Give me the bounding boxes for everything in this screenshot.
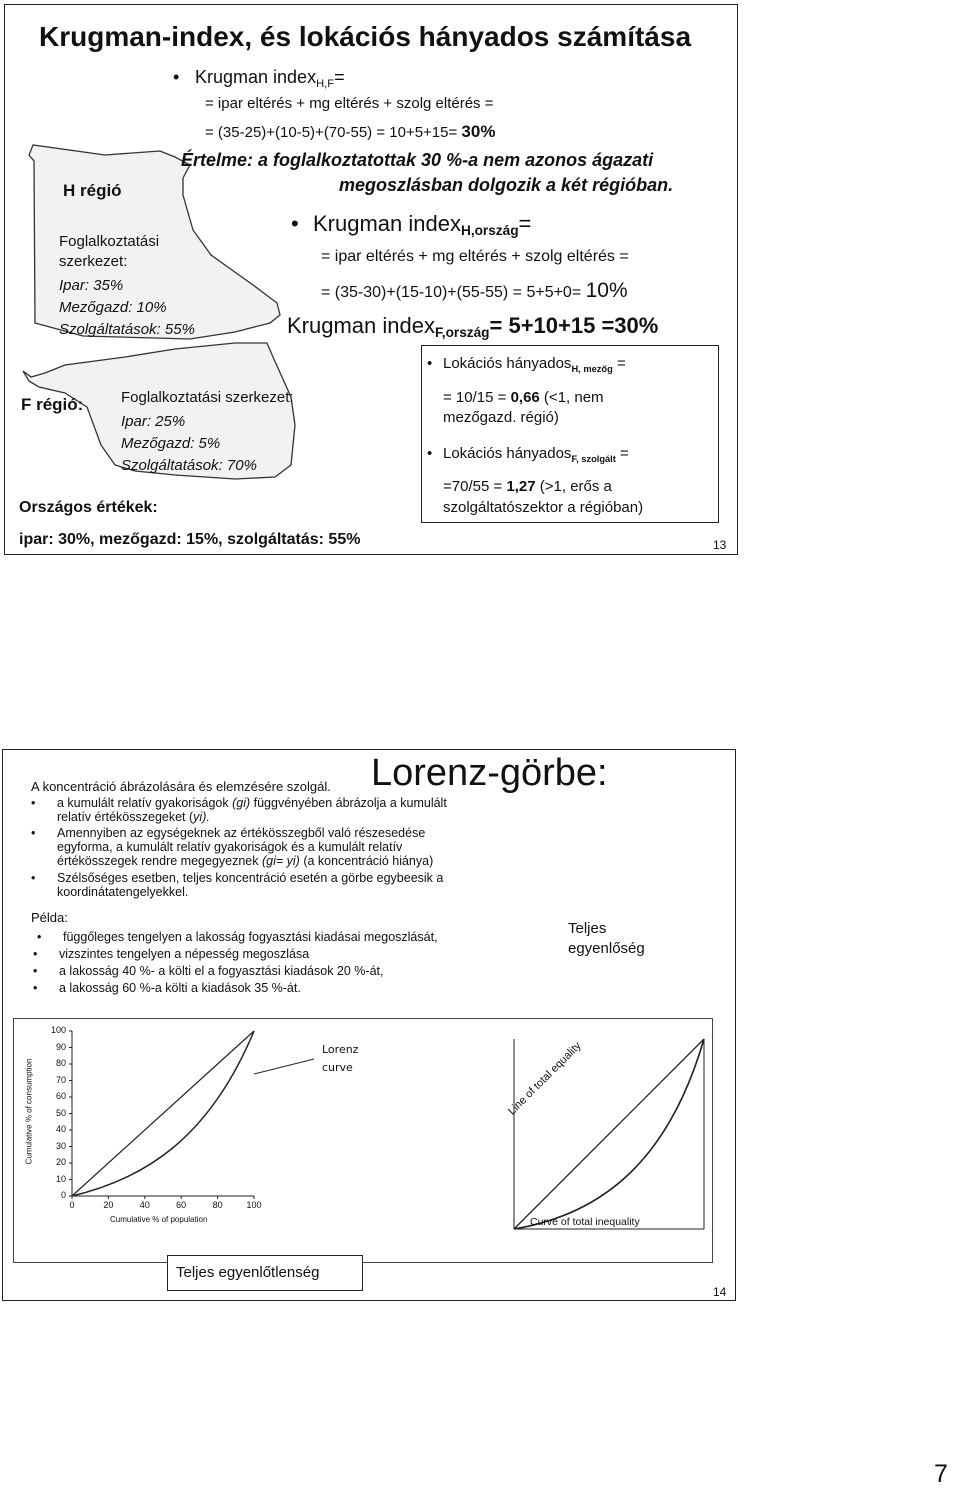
y-tick-label: 80 [55, 1058, 66, 1068]
krugman-ho-line1: = ipar eltérés + mg eltérés + szolg eltérés = [321, 248, 629, 265]
lq1-value-1: = 10/15 = 0,66 (<1, nem [443, 389, 604, 406]
document-page-number: 7 [934, 1460, 948, 1488]
krugman-hf-line2: = (35-25)+(10-5)+(70-55) = 10+5+15= 30% [205, 122, 496, 141]
y-tick-label: 20 [55, 1157, 66, 1167]
h-region-mezogazd: Mezőgazd: 10% [59, 299, 167, 316]
bullet-2-line3: értékösszegek rendre megegyeznek (gi= yi) (a koncentráció hiánya) [57, 854, 434, 868]
f-region-ipar: Ipar: 25% [121, 413, 186, 430]
y-tick-label: 0 [60, 1190, 66, 1200]
y-tick-label: 70 [55, 1074, 66, 1085]
example-item-2: • vizszintes tengelyen a népesség megoszlása [33, 947, 310, 961]
chart-y-axis-label: Cumulative % of consumption [24, 1058, 34, 1165]
y-tick-label: 30 [55, 1140, 66, 1151]
example-item-3: • a lakosság 40 %- a költi el a fogyasztási kiadások 20 %-át, [33, 964, 384, 978]
slide-14 [2, 749, 736, 1301]
krugman-ho-heading: • Krugman index$_{H,ország}$= [313, 211, 531, 238]
krugman-hf-result: 30% [461, 122, 496, 141]
krugman-ho-result: 10% [585, 279, 628, 302]
f-region-szolg: Szolgáltatások: 70% [121, 457, 257, 474]
lorenz-label-line1: Lorenz [322, 1043, 359, 1056]
krugman-ho-line2: = (35-30)+(15-10)+(55-55) = 5+5+0= 10% [321, 279, 628, 302]
meaning-line2: megoszlásban dolgozik a két régióban. [339, 175, 674, 195]
h-region-structure-2: szerkezet: [59, 253, 128, 270]
f-region-name: F régió: [21, 395, 84, 414]
y-tick-label: 60 [55, 1091, 66, 1101]
y-tick-label: 40 [55, 1124, 66, 1134]
lq1-result: 0,66 [510, 389, 540, 406]
lorenz-figure [13, 1018, 713, 1263]
national-values: ipar: 30%, mezőgazd: 15%, szolgáltatás: 55% [19, 531, 361, 548]
lorenz-label-pointer [254, 1059, 314, 1074]
example-label: Példa: [31, 910, 68, 925]
y-tick-label: 50 [55, 1107, 66, 1118]
lq2-result: 1,27 [506, 478, 536, 495]
h-region-structure-1: Foglalkoztatási [59, 233, 160, 250]
krugman-hf-sub: H,F [316, 78, 335, 90]
x-tick-label: 0 [69, 1200, 75, 1210]
left-chart-equality-line [72, 1031, 254, 1196]
lq2-heading: • Lokációs hányados$_{F, szolgált}$ = [427, 445, 629, 464]
h-region-name: H régió [63, 181, 122, 200]
krugman-hf-label: Krugman index [195, 67, 317, 87]
x-tick-label: 20 [103, 1200, 114, 1210]
h-region-ipar: Ipar: 35% [59, 277, 124, 294]
bullet-3-line1: • Szélsőséges esetben, teljes koncentráció esetén a görbe egybeesik a [31, 871, 444, 885]
lorenz-label-line2: curve [322, 1061, 353, 1074]
lq2-value-2: szolgáltatószektor a régióban) [443, 499, 644, 516]
equality-line-label: Line of total equality [506, 1039, 584, 1118]
krugman-hf-line1: = ipar eltérés + mg eltérés + szolg eltérés = [205, 95, 494, 112]
x-tick-label: 60 [176, 1200, 187, 1210]
lq1-value-2: mezőgazd. régió) [443, 409, 559, 426]
slide-title: Krugman-index, és lokációs hányados számítása [39, 21, 692, 52]
bullet-3-line2: koordinátatengelyekkel. [57, 885, 189, 899]
bullet-2-line1: • Amennyiben az egységeknek az értékösszegből való részesedése [31, 826, 426, 840]
f-region-structure: Foglalkoztatási szerkezet: [121, 389, 294, 406]
slide-13 [4, 4, 738, 555]
chart-x-axis-label: Cumulative % of population [110, 1215, 208, 1224]
f-region-mezogazd: Mezőgazd: 5% [121, 435, 221, 452]
slide-14-page-number: 14 [713, 1285, 727, 1299]
right-chart-equality-line [514, 1039, 704, 1229]
krugman-fo-line: Krugman index$_{F,ország}$= 5+10+15 =30% [287, 313, 659, 340]
y-tick-label: 100 [50, 1025, 66, 1035]
example-item-4: • a lakosság 60 %-a költi a kiadások 35 %-át. [33, 981, 301, 995]
lq1-heading: • Lokációs hányados$_{H, mezőg}$ = [427, 355, 626, 374]
national-label: Országos értékek: [19, 499, 158, 516]
callout-inequality: Teljes egyenlőtlenség [167, 1255, 363, 1291]
y-tick-label: 10 [55, 1173, 66, 1184]
bullet-1-line2: relatív értékösszegeket (yi). [57, 810, 210, 824]
slide-13-page-number: 13 [713, 538, 727, 552]
y-tick-label: 90 [55, 1041, 66, 1052]
x-tick-label: 40 [139, 1200, 150, 1210]
intro-text: A koncentráció ábrázolására és elemzésére szolgál. [31, 779, 331, 794]
inequality-curve-label: Curve of total inequality [530, 1216, 640, 1228]
h-region-szolg: Szolgáltatások: 55% [59, 321, 195, 338]
meaning-line1: Értelme: a foglalkoztatottak 30 %-a nem azonos ágazati [181, 150, 654, 170]
slide-title: Lorenz-görbe: [371, 752, 608, 794]
lq2-value-1: =70/55 = 1,27 (>1, erős a [443, 478, 612, 495]
x-tick-label: 100 [246, 1200, 262, 1210]
bullet-1-line1: • a kumulált relatív gyakoriságok (gi) függvényében ábrázolja a kumulált [31, 796, 447, 810]
x-tick-label: 80 [212, 1200, 223, 1210]
callout-equality: Teljes egyenlőség [563, 918, 665, 968]
example-item-1: • függőleges tengelyen a lakosság fogyasztási kiadásai megoszlását, [37, 930, 438, 944]
bullet-2-line2: egyforma, a kumulált relatív gyakoriságok és a kumulált relatív [57, 840, 403, 854]
krugman-hf-heading: • Krugman index$_{H,F}$= [195, 67, 345, 90]
